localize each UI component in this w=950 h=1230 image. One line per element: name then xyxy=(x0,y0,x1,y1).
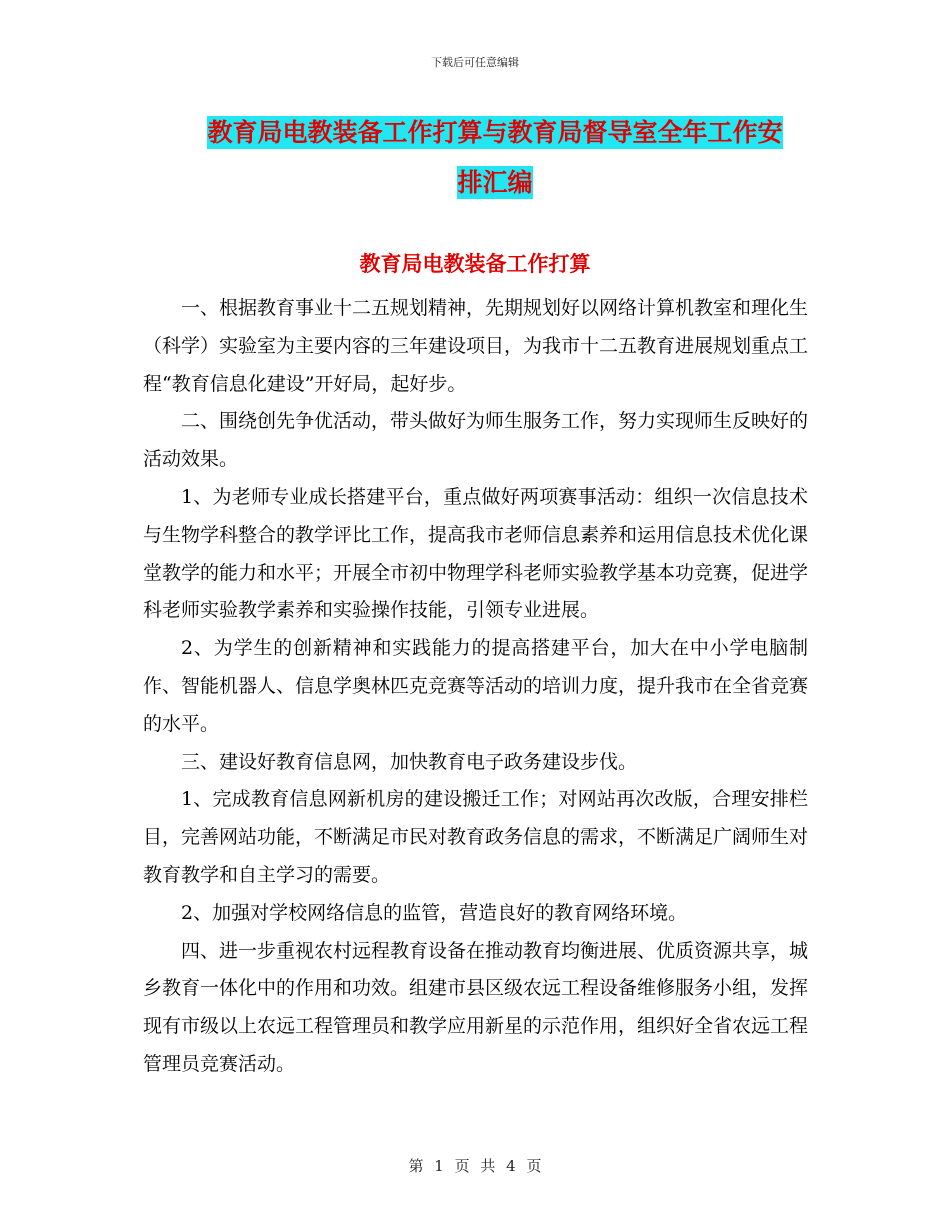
paragraph: 一、根据教育事业十二五规划精神，先期规划好以网络计算机教室和理化生（科学）实验室为主要内容的三年建设项目，为我市十二五教育进展规划重点工程“教育信息化建设”开好局，起好步。 xyxy=(143,297,809,395)
paragraph: 2、加强对学校网络信息的监管，营造良好的教育网络环境。 xyxy=(181,901,688,924)
document-body xyxy=(143,290,808,1084)
paragraph: 二、围绕创先争优活动，带头做好为师生服务工作，努力实现师生反映好的活动效果。 xyxy=(143,410,809,471)
title-line-1: 教育局电教装备工作打算与教育局督导室全年工作安 xyxy=(207,118,783,147)
paragraph: 2、为学生的创新精神和实践能力的提高搭建平台，加大在中小学电脑制作、智能机器人、信息学奥林匹克竞赛等活动的培训力度，提升我市在全省竞赛的水平。 xyxy=(143,637,809,735)
document-title xyxy=(150,108,840,208)
page-footer: 第 1 页 共 4 页 xyxy=(408,1157,542,1175)
paragraph: 四、进一步重视农村远程教育设备在推动教育均衡进展、优质资源共享，城乡教育一体化中的作用和功效。组建市县区级农远工程设备维修服务小组，发挥现有市级以上农远工程管理员和教学应用新星的示范作用，组织好全省农远工程管理员竞赛活动。 xyxy=(143,939,809,1075)
section-title: 教育局电教装备工作打算 xyxy=(359,252,591,276)
title-line-2: 排汇编 xyxy=(457,168,533,197)
paragraph: 1、完成教育信息网新机房的建设搬迁工作；对网站再次改版，合理安排栏目，完善网站功能，不断满足市民对教育政务信息的需求，不断满足广阔师生对教育教学和自主学习的需要。 xyxy=(143,788,809,886)
paragraph: 三、建设好教育信息网，加快教育电子政务建设步伐。 xyxy=(181,750,638,773)
header-note: 下载后可任意编辑 xyxy=(431,56,519,69)
paragraph: 1、为老师专业成长搭建平台，重点做好两项赛事活动：组织一次信息技术与生物学科整合的教学评比工作，提高我市老师信息素养和运用信息技术优化课堂教学的能力和水平；开展全市初中物理学科老师实验教学基本功竞赛，促进学科老师实验教学素养和实验操作技能，引领专业进展。 xyxy=(143,485,809,622)
